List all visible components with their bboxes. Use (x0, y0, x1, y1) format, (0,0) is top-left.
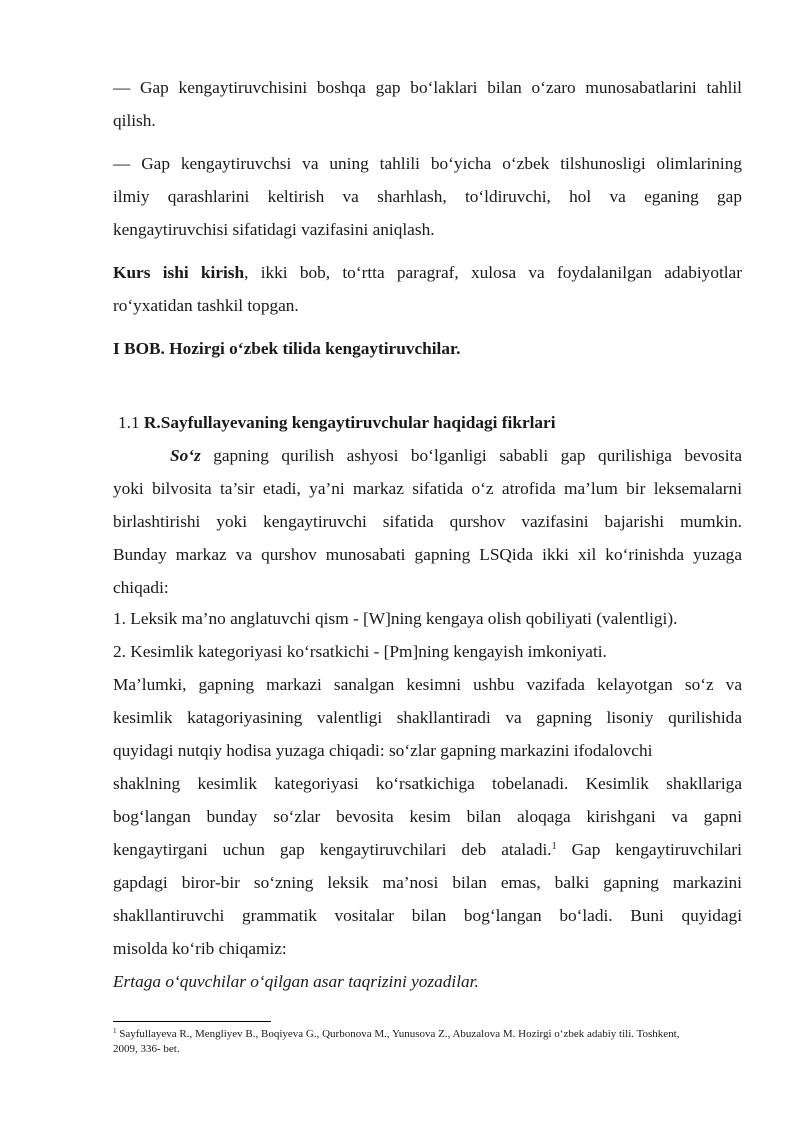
paragraph-course-structure (113, 262, 742, 284)
numbered-item-2: 2. Kesimlik kategoriyasi ko‘rsatkichi - [Pm]ning kengayish imkoniyati. (113, 642, 607, 661)
text-line: ilmiy qarashlarini keltirish va sharhlash, to‘ldiruvchi, hol va eganing gap (113, 187, 742, 206)
text-line: ro‘yxatidan tashkil topgan. (113, 296, 299, 315)
bold-term: Kurs ishi kirish (113, 263, 245, 282)
text-line (170, 445, 742, 467)
text-line: gapning qurilish ashyosi bo‘lganligi sababli gap qurilishiga bevosita (200, 446, 742, 465)
text-line: gapdagi biror-bir so‘zning leksik ma’nosi bilan emas, balki gapning markazini (113, 873, 742, 892)
text-line (113, 478, 742, 500)
text-line (113, 806, 742, 828)
text-line: — Gap kengaytiruvchsi va uning tahlili bo‘yicha o‘zbek tilshunosligi olimlarining (113, 154, 742, 173)
text-line (113, 544, 742, 566)
text-line: chiqadi: (113, 578, 169, 597)
section-number: 1.1 (118, 413, 144, 432)
text-line: Bunday markaz va qurshov munosabati gapning LSQida ikki xil ko‘rinishda yuzaga (113, 545, 742, 564)
text-line: birlashtirishi yoki kengaytiruvchi sifatida qurshov vazifasini bajarishi mumkin. (113, 512, 742, 531)
footnote-divider (113, 1021, 271, 1022)
text-line: kesimlik katagoriyasining valentligi shakllantiradi va gapning lisoniy qurilishida (113, 708, 742, 727)
text-line: quyidagi nutqiy hodisa yuzaga chiqadi: so‘zlar gapning markazini ifodalovchi (113, 741, 653, 760)
text-line (113, 905, 742, 927)
example-sentence-text: Ertaga o‘quvchilar o‘qilgan asar taqrizini yozadilar. (113, 972, 479, 991)
text-line (113, 707, 742, 729)
footnote-text: Sayfullayeva R., Mengliyev B., Boqiyeva G., Qurbonova M., Yunusova Z., Abuzalova M. Hozirgi o‘zbek adabiy tili. Toshkent, (116, 1028, 680, 1040)
list-item-dash-2 (113, 153, 742, 175)
text-line: qilish. (113, 111, 156, 130)
text-line: shakllantiruvchi grammatik vositalar bilan bog‘langan bo‘ladi. Buni quyidagi (113, 906, 742, 925)
text-line (113, 674, 742, 696)
section-heading-text: R.Sayfullayevaning kengaytiruvchular haqidagi fikrlari (143, 413, 556, 432)
text-line: Ma’lumki, gapning markazi sanalgan kesimni ushbu vazifada kelayotgan so‘z va (113, 675, 742, 694)
bold-italic-term: So‘z (170, 446, 201, 465)
list-item-dash-1 (113, 77, 742, 99)
example-sentence (113, 971, 742, 993)
text-line: shaklning kesimlik kategoriyasi ko‘rsatkichiga tobelanadi. Kesimlik shakllariga (113, 774, 742, 793)
numbered-item-1: 1. Leksik ma’no anglatuvchi qism - [W]ning kengaya olish qobiliyati (valentligi). (113, 609, 678, 628)
section-heading (118, 412, 747, 434)
footnote-reference[interactable]: 1 (551, 841, 557, 852)
text-line (113, 773, 742, 795)
text-line: yoki bilvosita ta’sir etadi, ya’ni markaz sifatida o‘z atrofida ma’lum bir leksemalarni (113, 479, 742, 498)
footnote-marker: 1 (113, 1027, 117, 1035)
chapter-heading (113, 338, 742, 360)
text-line: — Gap kengaytiruvchisini boshqa gap bo‘laklari bilan o‘zaro munosabatlarini tahlil (113, 78, 742, 97)
chapter-heading-text: I BOB. Hozirgi o‘zbek tilida kengaytiruvchilar. (113, 339, 461, 358)
text-line: kengaytiruvchisi sifatidagi vazifasini aniqlash. (113, 220, 435, 239)
text-line (113, 872, 742, 894)
text-line (113, 186, 742, 208)
footnote-continuation: 2009, 336- bet. (113, 1043, 180, 1055)
text-line: kengaytirgani uchun gap kengaytiruvchilari deb ataladi. (113, 840, 552, 859)
text-line (113, 839, 742, 861)
footnote (113, 1027, 742, 1041)
text-line: Gap kengaytiruvchilari (556, 840, 742, 859)
text-line (113, 511, 742, 533)
text-line: , ikki bob, to‘rtta paragraf, xulosa va foydalanilgan adabiyotlar (244, 263, 742, 282)
text-line: misolda ko‘rib chiqamiz: (113, 939, 287, 958)
text-line: bog‘langan bunday so‘zlar bevosita kesim bilan aloqaga kirishgani va gapni (113, 807, 742, 826)
